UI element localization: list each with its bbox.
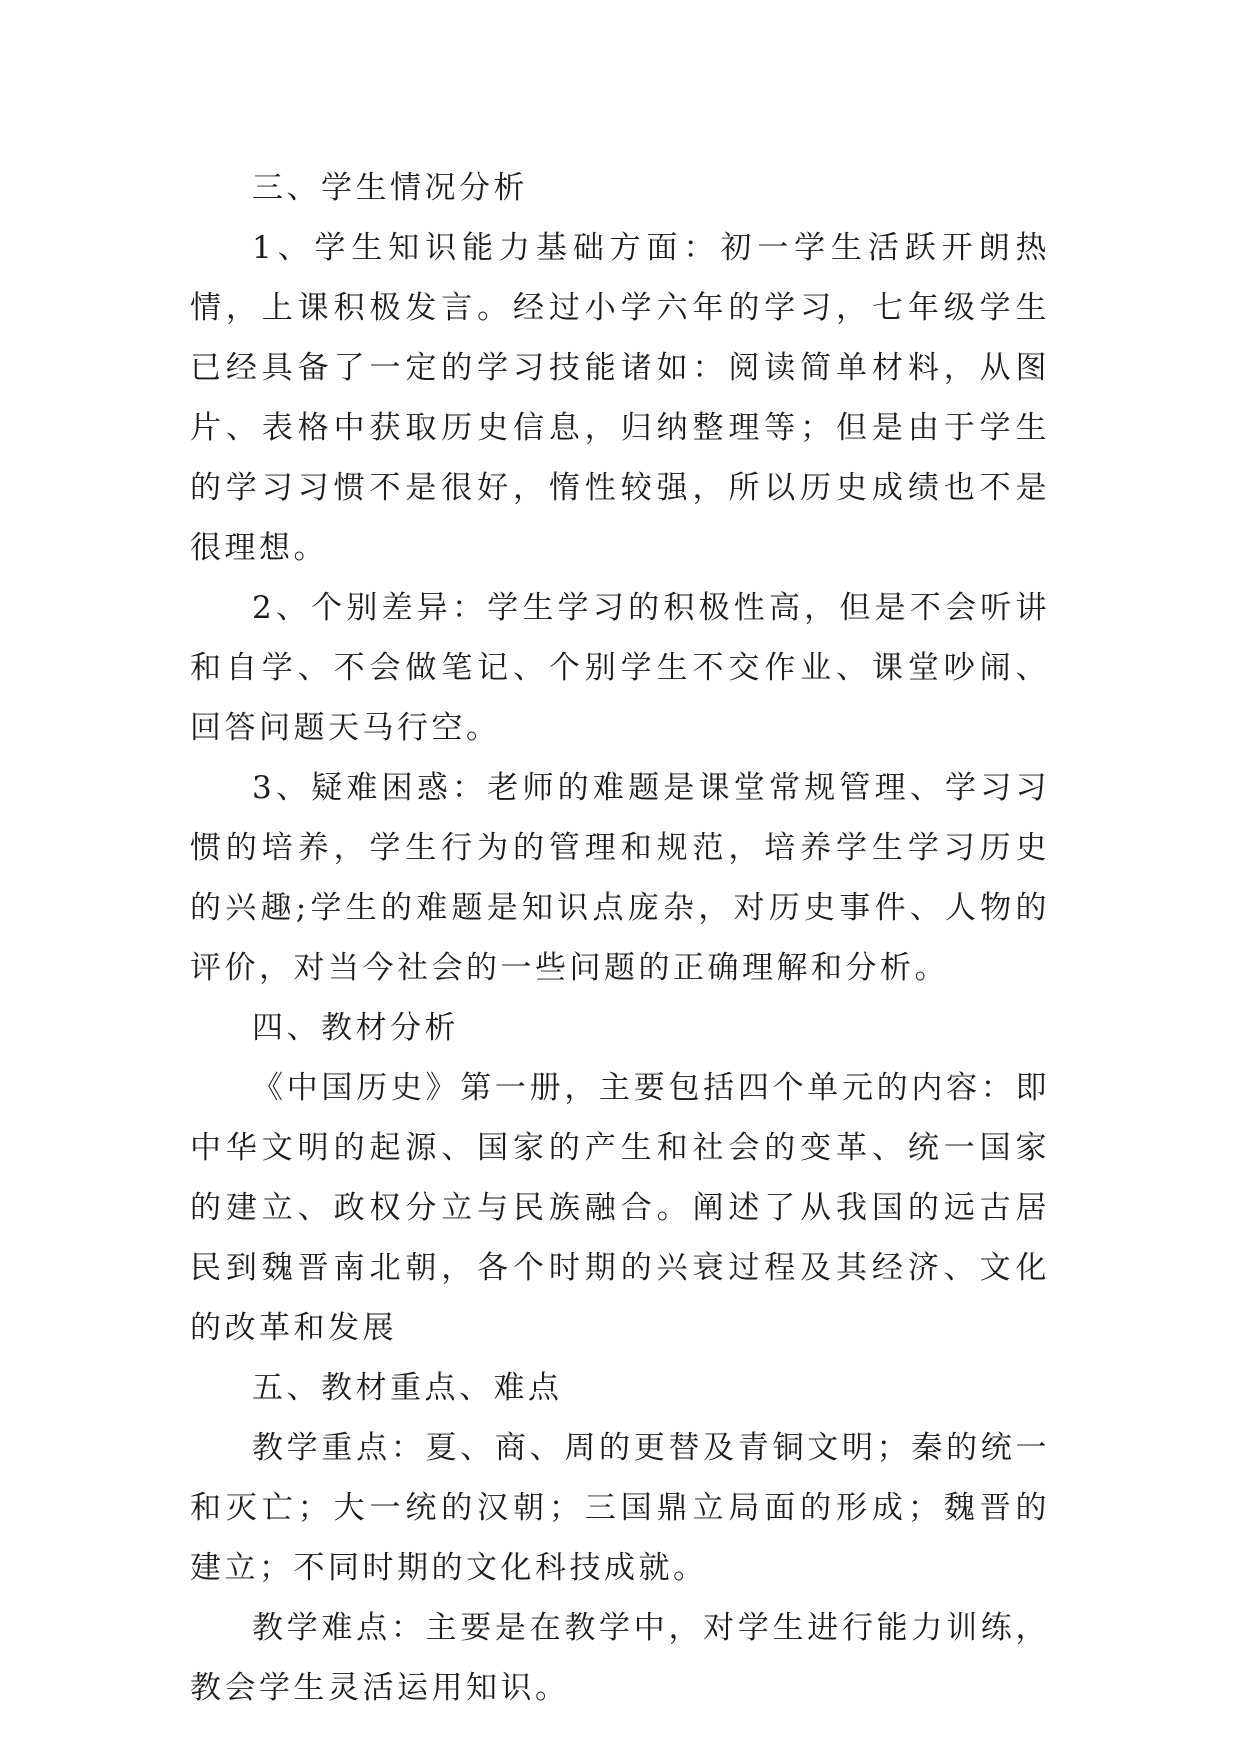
paragraph-difficulties: 3、疑难困惑：老师的难题是课堂常规管理、学习习惯的培养，学生行为的管理和规范，培养学生学习历史的兴趣;学生的难题是知识点庞杂，对历史事件、人物的评价，对当今社会的一些问题的正确理解和分析。 (190, 770, 1050, 986)
paragraph-knowledge-ability: 1、学生知识能力基础方面：初一学生活跃开朗热情，上课积极发言。经过小学六年的学习，七年级学生已经具备了一定的学习技能诸如：阅读简单材料，从图片、表格中获取历史信息，归纳整理等；但是由于学生的学习习惯不是很好，惰性较强，所以历史成绩也不是很理想。 (190, 230, 1050, 566)
document-body (190, 158, 1050, 1718)
section-heading-key-points: 五、教材重点、难点 (252, 1370, 563, 1406)
paragraph-teaching-focus: 教学重点：夏、商、周的更替及青铜文明；秦的统一和灭亡；大一统的汉朝；三国鼎立局面的形成；魏晋的建立；不同时期的文化科技成就。 (190, 1430, 1050, 1586)
paragraph-textbook-content: 《中国历史》第一册，主要包括四个单元的内容：即中华文明的起源、国家的产生和社会的变革、统一国家的建立、政权分立与民族融合。阐述了从我国的远古居民到魏晋南北朝，各个时期的兴衰过程及其经济、文化的改革和发展 (190, 1070, 1050, 1346)
paragraph-teaching-difficulty: 教学难点：主要是在教学中，对学生进行能力训练，教会学生灵活运用知识。 (190, 1610, 1050, 1706)
section-heading-student-analysis: 三、学生情况分析 (252, 170, 528, 206)
section-heading-textbook-analysis: 四、教材分析 (252, 1010, 459, 1046)
paragraph-individual-differences: 2、个别差异：学生学习的积极性高，但是不会听讲和自学、不会做笔记、个别学生不交作业、课堂吵闹、回答问题天马行空。 (190, 590, 1050, 746)
